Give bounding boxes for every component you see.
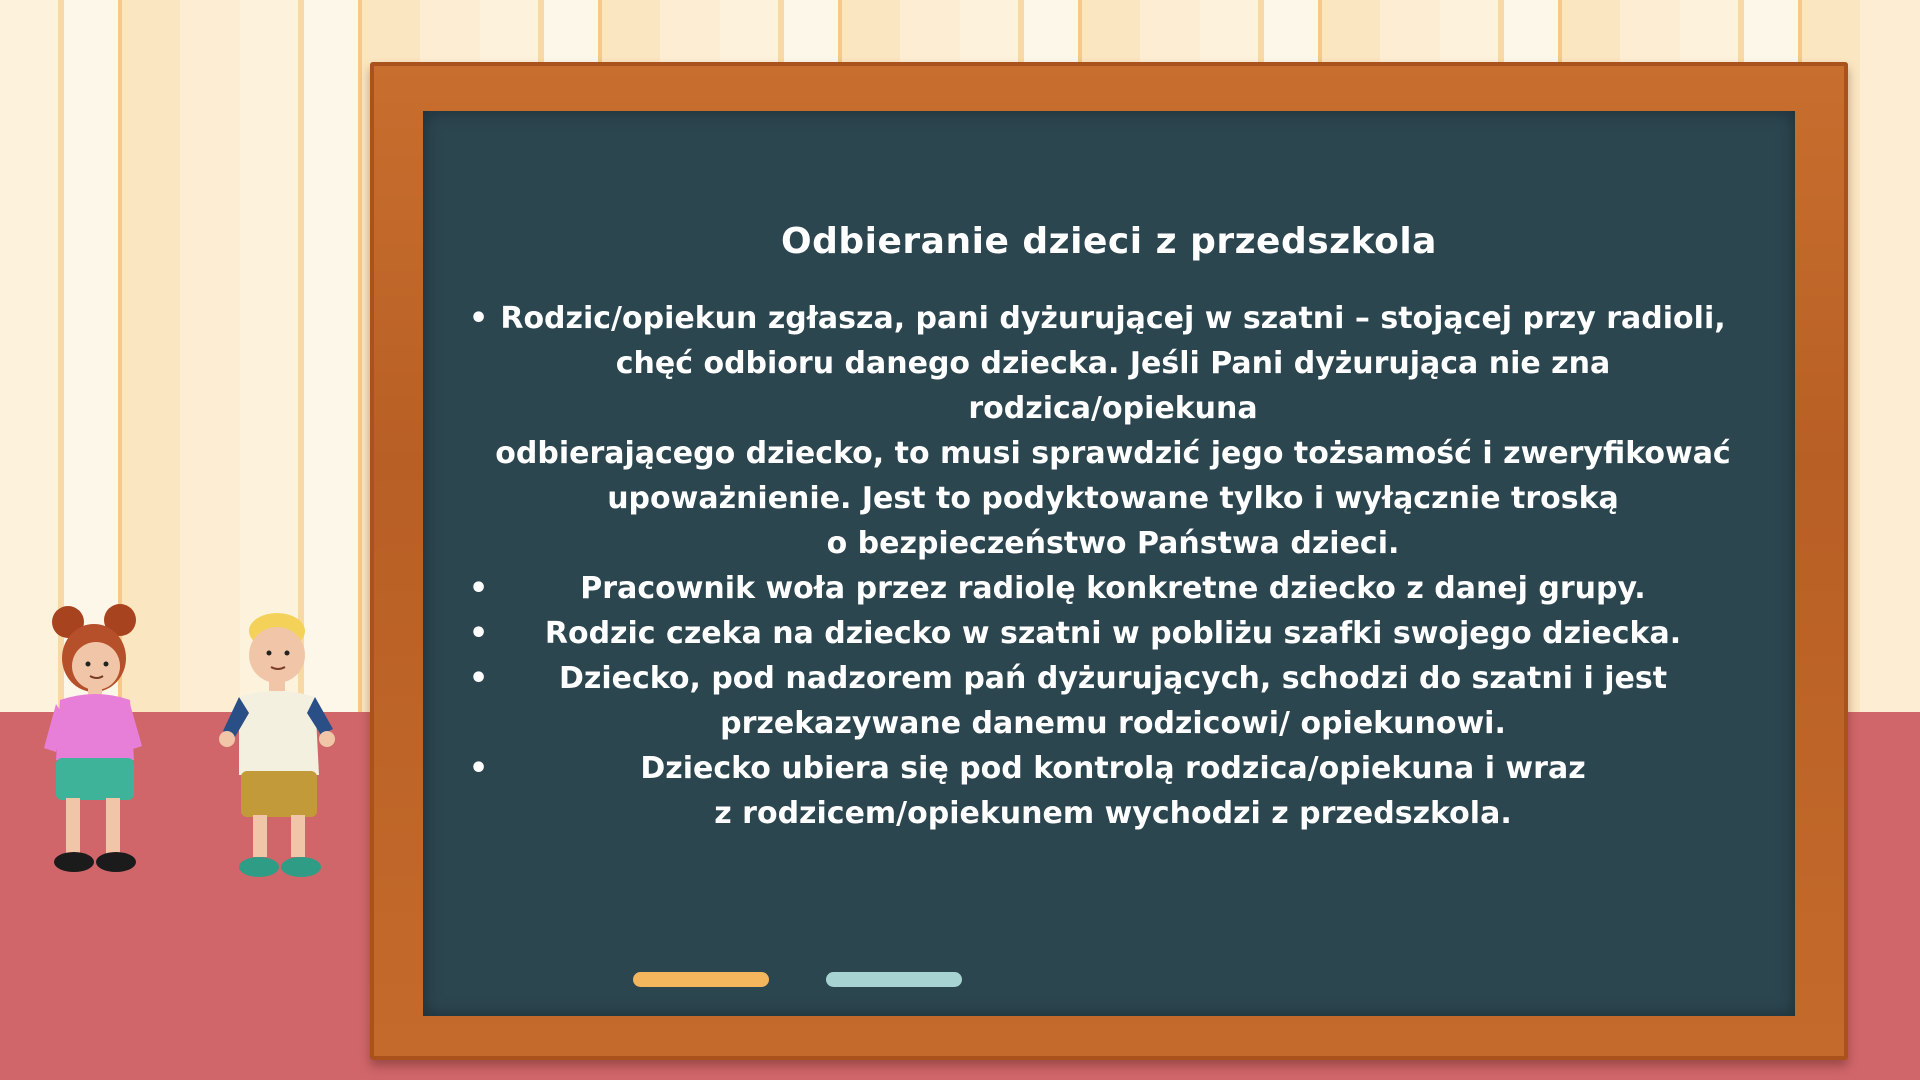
- bullet-icon: •: [469, 661, 489, 696]
- bullet-icon: •: [469, 571, 489, 606]
- chalkboard-frame: [370, 62, 1848, 1060]
- boy-illustration: [215, 605, 345, 890]
- rule-text: Dziecko ubiera się pod kontrolą rodzica/opiekuna i wraz z rodzicem/opiekunem wychodzi z przedszkola.: [640, 751, 1586, 831]
- slide-title: Odbieranie dzieci z przedszkola: [781, 221, 1437, 262]
- rule-item: [469, 746, 1743, 836]
- girl-illustration: [30, 600, 150, 890]
- rule-item: [469, 296, 1743, 566]
- orange-chalk: [633, 972, 769, 987]
- bullet-icon: •: [469, 616, 489, 651]
- bullet-icon: •: [469, 301, 489, 336]
- rule-text: Dziecko, pod nadzorem pań dyżurujących, schodzi do szatni i jest przekazywane danemu rodzicowi/ opiekunowi.: [558, 661, 1668, 741]
- chalkboard: [423, 111, 1795, 1016]
- rules-list: [469, 296, 1743, 836]
- rule-text: Pracownik woła przez radiolę konkretne dziecko z danej grupy.: [580, 571, 1646, 606]
- rule-text: Rodzic/opiekun zgłasza, pani dyżurującej w szatni – stojącej przy radioli, chęć odbioru danego dziecka. Jeśli Pani dyżurująca nie zna rodzica/opiekuna odbierającego dziecko, to musi sprawdzić jego tożsamość i zweryfikować upoważnienie. Jest to podyktowane tylko i wyłącznie troską o bezpieczeństwo Państwa dzieci.: [495, 301, 1731, 561]
- rule-item: [469, 611, 1743, 656]
- rule-item: [469, 566, 1743, 611]
- blue-chalk: [826, 972, 962, 987]
- rule-text: Rodzic czeka na dziecko w szatni w pobliżu szafki swojego dziecka.: [544, 616, 1682, 651]
- rule-item: [469, 656, 1743, 746]
- bullet-icon: •: [469, 751, 489, 786]
